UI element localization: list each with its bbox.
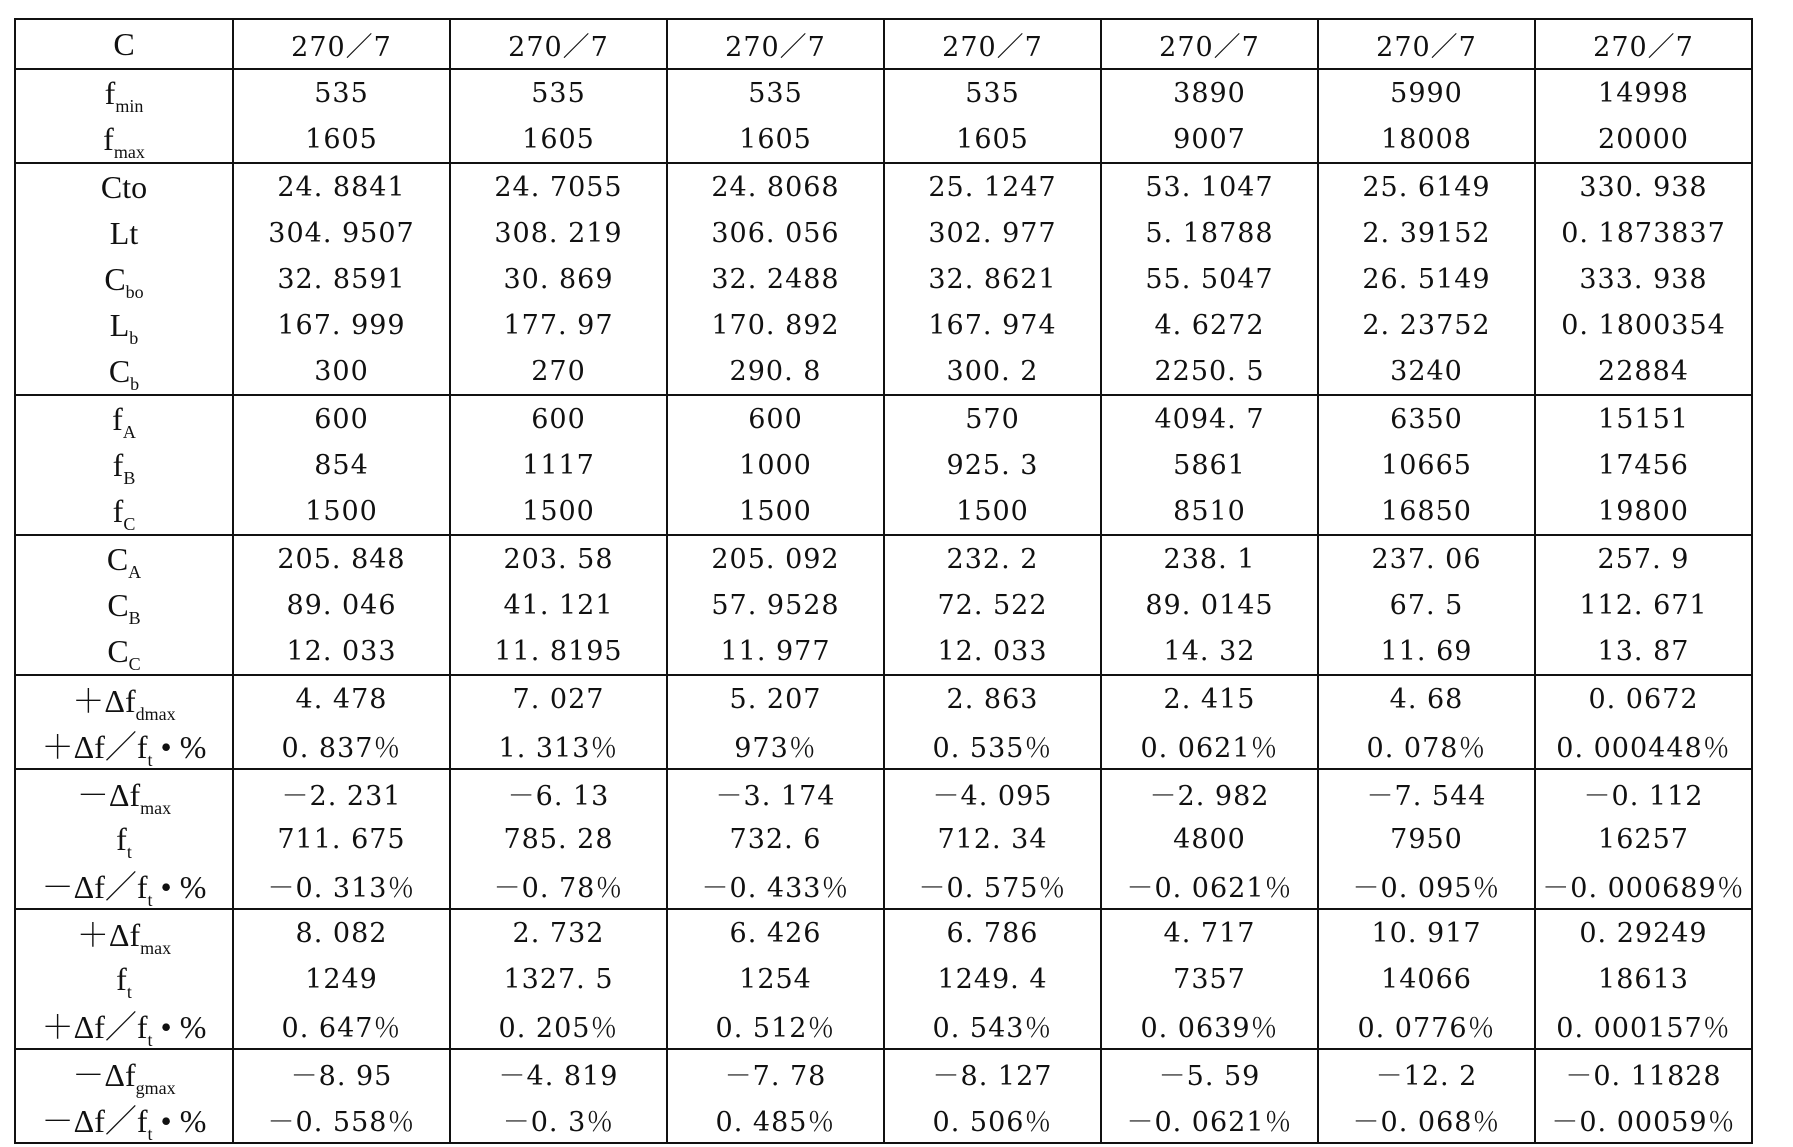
row-label-cell	[15, 116, 233, 163]
table-cell: 30. 869	[450, 256, 667, 302]
table-cell: 1254	[667, 956, 884, 1002]
table-row	[15, 256, 1752, 302]
table-row	[15, 488, 1752, 535]
table-cell: 15151	[1535, 395, 1752, 442]
table-cell: 300	[233, 348, 450, 395]
header-label-cell: C	[15, 19, 233, 69]
row-label-cell	[15, 862, 233, 909]
row-label-cell	[15, 395, 233, 442]
table-cell: 12. 033	[233, 628, 450, 675]
table-cell: 11. 977	[667, 628, 884, 675]
table-row	[15, 1002, 1752, 1049]
table-cell: 1605	[667, 116, 884, 163]
table-cell: 7950	[1318, 816, 1535, 862]
table-row	[15, 956, 1752, 1002]
table-cell: 4. 6272	[1101, 302, 1318, 348]
table-cell: 57. 9528	[667, 582, 884, 628]
row-label-subscript: t	[147, 890, 153, 910]
row-label-subscript: b	[130, 373, 140, 394]
table-cell: 5990	[1318, 69, 1535, 116]
table-cell: 16257	[1535, 816, 1752, 862]
table-cell: 270	[450, 348, 667, 395]
row-label-cell	[15, 256, 233, 302]
row-label-base: ＋Δf	[76, 917, 141, 953]
table-cell: －7. 78	[667, 1049, 884, 1096]
row-label-cell	[15, 909, 233, 956]
table-cell: －6. 13	[450, 769, 667, 816]
row-label-cell	[15, 69, 233, 116]
row-label-subscript: A	[122, 421, 136, 442]
table-cell: －0. 3％	[450, 1096, 667, 1143]
row-label-base: ＋Δf	[72, 683, 136, 719]
table-cell: 237. 06	[1318, 535, 1535, 582]
table-cell: 600	[450, 395, 667, 442]
table-cell: 0. 000157％	[1535, 1002, 1752, 1049]
table-cell: 300. 2	[884, 348, 1101, 395]
row-label-subscript: t	[147, 1124, 153, 1144]
table-cell: －0. 11828	[1535, 1049, 1752, 1096]
row-label-subscript: t	[126, 981, 132, 1002]
row-label-subscript: C	[128, 653, 141, 674]
table-cell: 14066	[1318, 956, 1535, 1002]
table-cell: －0. 00059％	[1535, 1096, 1752, 1143]
table-cell: 0. 000448％	[1535, 722, 1752, 769]
row-label-base: f	[112, 492, 124, 529]
table-cell: 12. 033	[884, 628, 1101, 675]
table-cell: 177. 97	[450, 302, 667, 348]
table-cell: －8. 95	[233, 1049, 450, 1096]
row-label-subscript: max	[113, 141, 145, 162]
table-header-row	[15, 19, 1752, 69]
table-cell: －0. 78％	[450, 862, 667, 909]
table-row	[15, 722, 1752, 769]
table-cell: 2. 415	[1101, 675, 1318, 722]
row-label-subscript: min	[115, 95, 144, 116]
table-cell: 17456	[1535, 442, 1752, 488]
table-cell: －0. 0621％	[1101, 1096, 1318, 1143]
table-row	[15, 302, 1752, 348]
table-cell: 11. 69	[1318, 628, 1535, 675]
row-label-subscript: t	[126, 841, 132, 862]
table-cell: 16850	[1318, 488, 1535, 535]
table-cell: 535	[450, 69, 667, 116]
table-cell: 1605	[233, 116, 450, 163]
table-cell: 0. 512％	[667, 1002, 884, 1049]
table-cell: 1249	[233, 956, 450, 1002]
row-label-base: C	[106, 540, 129, 577]
table-row	[15, 1096, 1752, 1143]
table-cell: 6. 426	[667, 909, 884, 956]
table-cell: 8. 082	[233, 909, 450, 956]
header-cell: 270／7	[1535, 19, 1752, 69]
table-cell: 0. 535％	[884, 722, 1101, 769]
table-cell: 1000	[667, 442, 884, 488]
table-cell: 600	[233, 395, 450, 442]
row-label-subscript: B	[128, 607, 141, 628]
table-cell: －4. 095	[884, 769, 1101, 816]
table-row	[15, 69, 1752, 116]
table-row	[15, 1049, 1752, 1096]
table-cell: 55. 5047	[1101, 256, 1318, 302]
table-cell: －4. 819	[450, 1049, 667, 1096]
row-label-subscript: b	[129, 327, 139, 348]
table-cell: 1. 313％	[450, 722, 667, 769]
table-cell: 785. 28	[450, 816, 667, 862]
table-cell: －3. 174	[667, 769, 884, 816]
table-cell: 26. 5149	[1318, 256, 1535, 302]
table-row	[15, 163, 1752, 210]
row-label-cell	[15, 722, 233, 769]
row-label-cell	[15, 442, 233, 488]
table-cell: 2250. 5	[1101, 348, 1318, 395]
table-cell: 2. 732	[450, 909, 667, 956]
header-cell: 270／7	[667, 19, 884, 69]
header-cell: 270／7	[1318, 19, 1535, 69]
table-cell: －0. 313％	[233, 862, 450, 909]
row-label-base: f	[112, 400, 123, 437]
table-cell: 330. 938	[1535, 163, 1752, 210]
row-label-base: C	[104, 260, 126, 297]
table-row	[15, 395, 1752, 442]
row-label-subscript: bo	[125, 281, 144, 302]
table-cell: 4. 478	[233, 675, 450, 722]
row-label-subscript: max	[140, 938, 172, 958]
table-cell: 10. 917	[1318, 909, 1535, 956]
document-table-container	[14, 18, 1753, 1144]
row-label-cell	[15, 210, 233, 256]
row-label-subscript: max	[140, 798, 172, 818]
table-cell: 32. 2488	[667, 256, 884, 302]
table-cell: 0. 0776％	[1318, 1002, 1535, 1049]
table-cell: 0. 647％	[233, 1002, 450, 1049]
table-cell: 20000	[1535, 116, 1752, 163]
table-cell: 0. 837％	[233, 722, 450, 769]
table-cell: 4. 717	[1101, 909, 1318, 956]
table-cell: 973％	[667, 722, 884, 769]
row-label-base: C	[107, 586, 129, 623]
table-cell: 333. 938	[1535, 256, 1752, 302]
table-cell: 0. 0621％	[1101, 722, 1318, 769]
row-label-subscript: gmax	[135, 1078, 176, 1098]
table-cell: 5861	[1101, 442, 1318, 488]
row-label-subscript: t	[147, 750, 153, 770]
table-cell: 0. 205％	[450, 1002, 667, 1049]
table-cell: 72. 522	[884, 582, 1101, 628]
table-cell: 205. 848	[233, 535, 450, 582]
table-cell: 6. 786	[884, 909, 1101, 956]
row-label-base: f	[112, 446, 124, 483]
parameter-table-body	[15, 19, 1752, 1143]
table-cell: 302. 977	[884, 210, 1101, 256]
table-row	[15, 348, 1752, 395]
table-cell: 308. 219	[450, 210, 667, 256]
table-row	[15, 442, 1752, 488]
table-cell: 24. 8841	[233, 163, 450, 210]
table-row	[15, 628, 1752, 675]
row-label-cell	[15, 302, 233, 348]
table-cell: 535	[884, 69, 1101, 116]
table-cell: 25. 1247	[884, 163, 1101, 210]
row-label-cell	[15, 628, 233, 675]
row-label-subscript: B	[123, 467, 136, 488]
table-cell: 238. 1	[1101, 535, 1318, 582]
row-label-base: f	[103, 120, 114, 157]
table-cell: 600	[667, 395, 884, 442]
table-cell: 22884	[1535, 348, 1752, 395]
row-label-base: －Δf／f	[41, 869, 148, 905]
table-cell: －0. 095％	[1318, 862, 1535, 909]
table-cell: 535	[667, 69, 884, 116]
table-cell: －7. 544	[1318, 769, 1535, 816]
header-cell: 270／7	[233, 19, 450, 69]
table-cell: －0. 000689％	[1535, 862, 1752, 909]
table-cell: 18008	[1318, 116, 1535, 163]
table-cell: 67. 5	[1318, 582, 1535, 628]
table-cell: －0. 575％	[884, 862, 1101, 909]
table-cell: 1605	[450, 116, 667, 163]
row-label-suffix: • %	[152, 869, 207, 905]
row-label-cell	[15, 675, 233, 722]
table-cell: 0. 506％	[884, 1096, 1101, 1143]
table-cell: 304. 9507	[233, 210, 450, 256]
row-label-cell	[15, 348, 233, 395]
table-cell: 4094. 7	[1101, 395, 1318, 442]
row-label-cell	[15, 956, 233, 1002]
table-cell: 0. 29249	[1535, 909, 1752, 956]
row-label-cell	[15, 535, 233, 582]
table-cell: 4. 68	[1318, 675, 1535, 722]
table-cell: 32. 8591	[233, 256, 450, 302]
row-label-base: －Δf	[76, 777, 141, 813]
row-label-base: f	[104, 74, 116, 111]
row-label-base: C	[108, 352, 131, 389]
table-cell: 0. 1873837	[1535, 210, 1752, 256]
table-cell: －5. 59	[1101, 1049, 1318, 1096]
table-cell: －2. 982	[1101, 769, 1318, 816]
table-cell: 8510	[1101, 488, 1318, 535]
header-cell: 270／7	[884, 19, 1101, 69]
table-cell: 535	[233, 69, 450, 116]
table-cell: 0. 543％	[884, 1002, 1101, 1049]
table-cell: 712. 34	[884, 816, 1101, 862]
table-cell: －0. 112	[1535, 769, 1752, 816]
table-cell: 257. 9	[1535, 535, 1752, 582]
table-cell: 25. 6149	[1318, 163, 1535, 210]
table-cell: 0. 485％	[667, 1096, 884, 1143]
table-cell: 1500	[667, 488, 884, 535]
table-cell: 854	[233, 442, 450, 488]
table-cell: －2. 231	[233, 769, 450, 816]
table-cell: 1605	[884, 116, 1101, 163]
table-cell: 3890	[1101, 69, 1318, 116]
table-cell: 0. 0672	[1535, 675, 1752, 722]
table-cell: 7. 027	[450, 675, 667, 722]
table-row	[15, 675, 1752, 722]
table-cell: 24. 7055	[450, 163, 667, 210]
table-cell: 306. 056	[667, 210, 884, 256]
table-cell: 5. 18788	[1101, 210, 1318, 256]
table-cell: 89. 046	[233, 582, 450, 628]
table-cell: 170. 892	[667, 302, 884, 348]
table-cell: 32. 8621	[884, 256, 1101, 302]
header-cell: 270／7	[450, 19, 667, 69]
table-row	[15, 582, 1752, 628]
row-label-base: f	[116, 960, 127, 997]
row-label-suffix: • %	[152, 729, 207, 765]
table-cell: 205. 092	[667, 535, 884, 582]
parameter-table	[14, 18, 1753, 1144]
table-cell: 3240	[1318, 348, 1535, 395]
row-label-cell	[15, 816, 233, 862]
table-row	[15, 535, 1752, 582]
table-row	[15, 116, 1752, 163]
table-cell: －0. 0621％	[1101, 862, 1318, 909]
row-label-suffix: • %	[152, 1009, 207, 1045]
table-cell: 13. 87	[1535, 628, 1752, 675]
table-cell: －0. 068％	[1318, 1096, 1535, 1143]
table-cell: 925. 3	[884, 442, 1101, 488]
table-cell: 0. 078％	[1318, 722, 1535, 769]
table-cell: 4800	[1101, 816, 1318, 862]
row-label-base: ＋Δf／f	[41, 1009, 148, 1045]
table-cell: 0. 1800354	[1535, 302, 1752, 348]
row-label-subscript: dmax	[135, 704, 176, 724]
row-label-cell	[15, 769, 233, 816]
table-cell: 1500	[233, 488, 450, 535]
table-cell: －0. 433％	[667, 862, 884, 909]
row-label-base: f	[116, 820, 127, 857]
header-cell: 270／7	[1101, 19, 1318, 69]
row-label-subscript: A	[128, 561, 142, 582]
row-label-cell	[15, 1002, 233, 1049]
table-cell: 167. 999	[233, 302, 450, 348]
table-row	[15, 210, 1752, 256]
row-label-cell	[15, 163, 233, 210]
table-cell: 9007	[1101, 116, 1318, 163]
table-cell: 53. 1047	[1101, 163, 1318, 210]
table-row	[15, 909, 1752, 956]
table-cell: 203. 58	[450, 535, 667, 582]
row-label-subscript: C	[123, 513, 136, 534]
row-label-cell	[15, 1096, 233, 1143]
table-cell: 89. 0145	[1101, 582, 1318, 628]
table-row	[15, 862, 1752, 909]
table-cell: 11. 8195	[450, 628, 667, 675]
table-cell: 2. 23752	[1318, 302, 1535, 348]
table-cell: 232. 2	[884, 535, 1101, 582]
row-label-cell	[15, 488, 233, 535]
table-cell: 1327. 5	[450, 956, 667, 1002]
table-cell: 1117	[450, 442, 667, 488]
table-row	[15, 769, 1752, 816]
table-cell: 290. 8	[667, 348, 884, 395]
table-cell: 167. 974	[884, 302, 1101, 348]
table-cell: 1500	[450, 488, 667, 535]
table-cell: －0. 558％	[233, 1096, 450, 1143]
table-cell: 41. 121	[450, 582, 667, 628]
table-cell: 711. 675	[233, 816, 450, 862]
table-cell: 570	[884, 395, 1101, 442]
table-cell: 5. 207	[667, 675, 884, 722]
row-label-base: Cto	[100, 168, 148, 205]
row-label-base: C	[107, 632, 129, 669]
table-cell: 0. 0639％	[1101, 1002, 1318, 1049]
row-label-subscript: t	[147, 1030, 153, 1050]
row-label-base: L	[109, 306, 130, 343]
row-label-cell	[15, 1049, 233, 1096]
table-cell: 6350	[1318, 395, 1535, 442]
table-cell: 24. 8068	[667, 163, 884, 210]
table-cell: 10665	[1318, 442, 1535, 488]
row-label-base: Lt	[109, 214, 139, 251]
table-cell: 19800	[1535, 488, 1752, 535]
table-cell: 18613	[1535, 956, 1752, 1002]
row-label-suffix: • %	[152, 1103, 207, 1139]
table-cell: 14. 32	[1101, 628, 1318, 675]
table-row	[15, 816, 1752, 862]
table-cell: 1249. 4	[884, 956, 1101, 1002]
table-cell: 112. 671	[1535, 582, 1752, 628]
row-label-base: ＋Δf／f	[41, 729, 148, 765]
row-label-cell	[15, 582, 233, 628]
row-label-base: －Δf	[72, 1057, 136, 1093]
table-cell: －8. 127	[884, 1049, 1101, 1096]
table-cell: 732. 6	[667, 816, 884, 862]
table-cell: 1500	[884, 488, 1101, 535]
table-cell: 14998	[1535, 69, 1752, 116]
table-cell: －12. 2	[1318, 1049, 1535, 1096]
table-cell: 2. 863	[884, 675, 1101, 722]
table-cell: 7357	[1101, 956, 1318, 1002]
table-cell: 2. 39152	[1318, 210, 1535, 256]
row-label-base: －Δf／f	[41, 1103, 148, 1139]
